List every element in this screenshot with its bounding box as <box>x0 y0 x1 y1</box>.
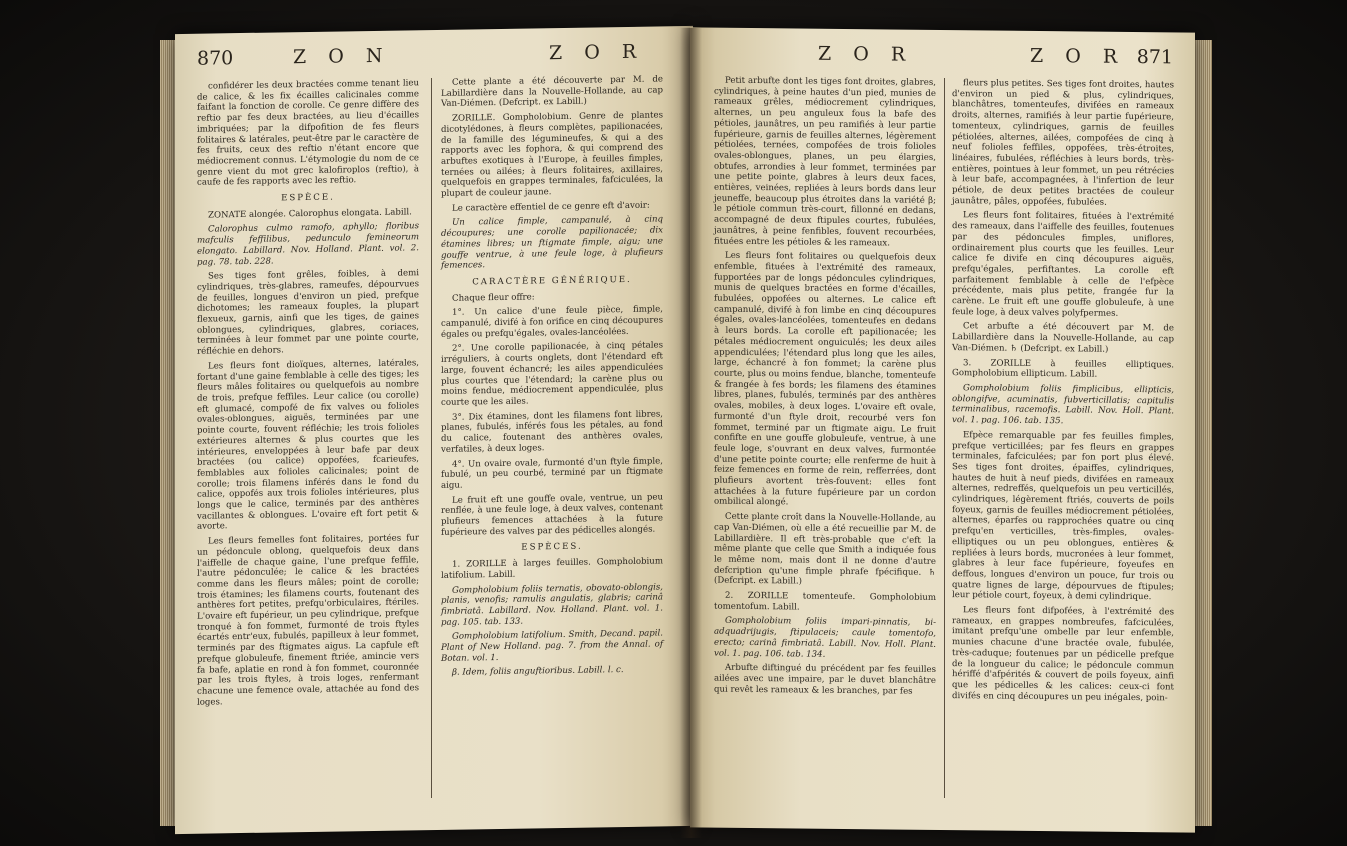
paragraph: Les fleurs font difpofées, à l'extrémité des rameaux, en grappes nombreufes, fafciculées, imitant prefqu'une ombelle par leur enfemble, munies chacune d'une bractée ovale, fubulée, très-caduque; foutenues par un pédicelle prefque de la longueur du calice; le pédoncule commun hériffé d'afpérités & couvert de poils foyeux, ainfi que les pédicelles & les calices: ceux-ci font divifés en cinq découpures un peu inégales, poin- <box>952 605 1174 704</box>
column-rule <box>431 78 432 798</box>
running-head-left: Z O N <box>293 44 391 69</box>
paragraph: Cette plante a été découverte par M. de Labillardière dans la Nouvelle-Hollande, au cap Van-Diémen. (Defcript. ex Labill.) <box>441 74 663 110</box>
paragraph: 4°. Un ovaire ovale, furmonté d'un ftyle fimple, fubulé, un peu courbé, terminé par un ftigmate aigu. <box>441 455 663 491</box>
book-gutter <box>680 28 702 838</box>
species-diagnosis: Calorophus culmo ramofo, aphyllo; floribus mafculis feffilibus, pedunculo femineorum elongato. Labillard. Nov. Holland. Plant. vol. 2. pag. 78. tab. 228. <box>197 221 419 268</box>
species-diagnosis: Gompholobium foliis ternatis, obovato-oblongis, planis, venofis; ramulis angulatis, glabris; carinâ fimbriatâ. Labillard. Nov. Holland. Plant. vol. 1. pag. 105. tab. 133. <box>441 581 663 628</box>
paragraph: Cette plante croît dans la Nouvelle-Hollande, au cap Van-Diémen, où elle a été recueillie par M. de Labillardière. Il eft très-probable que c'eft la même plante que celle que Smith a indiquée fous le même nom, mais dont il ne donne d'autre defcription qu'une fimple phrafe fpécifique. ♄ (Defcript. ex Labill.) <box>714 511 936 587</box>
genus-entry: ZORILLE. Gompholobium. Genre de plantes dicotylédones, à fleurs complètes, papilionacées, de la famille des légumineufes, & qui a des rapports avec les fophora, & qui comprend des arbuftes exotiques à l'Europe, à feuilles fimples, ternées ou ailées; à fleurs folitaires, axillaires, quelquefois en grappes terminales, fafciculées, la plupart de couleur jaune. <box>441 110 663 199</box>
left-page-column-1 <box>197 78 419 712</box>
species-heading: 2. ZORILLE tomenteufe. Gompholobium tomentofum. Labill. <box>714 590 936 613</box>
paragraph: 2°. Une corolle papilionacée, à cinq pétales irréguliers, à courts onglets, dont l'étendard eft large, fouvent échancré; les ailes appendiculées plus courtes que l'étendard; la carène plus ou moins fendue, médiocrement appendiculée, plus courte que les ailes. <box>441 340 663 408</box>
paragraph: Le fruit eft une gouffe ovale, ventrue, un peu renflée, à une feule loge, à deux valves, contenant plufieurs femences attachées à la future fupérieure des valves par des pédicelles alongés. <box>441 492 663 538</box>
left-page-column-2 <box>441 74 663 683</box>
paragraph: Les fleurs font folitaires, fituées à l'extrémité des rameaux, dans l'aiffelle des feuilles, foutenues par des pédoncules fimples, uniflores, ordinairement plus courts que les feuilles. Leur calice fe divife en cinq découpures aiguës, prefqu'égales, perfiftantes. La corolle eft parfaitement femblable à celle de l'efpèce précédente, mais plus petite, frangée fur la carène. Le fruit eft une gouffe globuleufe, à une feule loge, à deux valves polyfpermes. <box>952 210 1174 319</box>
section-heading: ESPÈCES. <box>521 542 583 554</box>
paragraph: Petit arbufte dont les tiges font droites, glabres, cylindriques, à peine hautes d'un pied, munies de rameaux grêles, médiocrement cylindriques, alternes, un peu anguleux fous la bafe des pétioles, jaunâtres, un peu ramifiés à leur partie fupérieure, garnis de feuilles alternes, légèrement pétiolées, ternées, compofées de trois folioles ovales-oblongues, planes, un peu élargies, obtufes, arrondies à leur fommet, terminées par une petite pointe, glabres à leurs deux faces, entières, veinées, repliées à leurs bords dans leur jeuneffe, beaucoup plus étroites dans la variété β; le pétiole commun très-court, fillonné en dedans, accompagné de deux ftipules courtes, fubulées, jaunâtres, à peine fenfibles, fouvent recourbées, fituées entre les pétioles & les rameaux. <box>714 75 936 248</box>
running-head-left: Z O R <box>818 42 914 66</box>
page-number: 870 <box>197 47 234 70</box>
paragraph: Chaque fleur offre: <box>452 292 535 304</box>
species-synonym: Gompholobium latifolium. Smith, Decand. papil. Plant of New Holland. pag. 7. from the Annal. of Botan. vol. 1. <box>441 628 663 664</box>
running-head-right: Z O R <box>1030 44 1126 68</box>
section-heading: CARACTÈRE GÉNÉRIQUE. <box>472 274 632 288</box>
species-heading: ZONATE alongée. Calorophus elongata. Labill. <box>208 207 412 221</box>
paragraph: 1°. Un calice d'une feule pièce, fimple, campanulé, divifé à fon orifice en cinq découpures égales ou prefqu'égales, ovales-lancéolées. <box>441 304 663 340</box>
right-page-header <box>712 42 1173 77</box>
species-variety: β. Idem, foliis anguftioribus. Labill. l. c. <box>452 665 624 679</box>
species-diagnosis: Gompholobium foliis impari-pinnatis, bi-adquadrijugis, ftipulaceis; caule tomentofo, erecto; carinâ fimbriatâ. Labill. Nov. Holl. Plant. vol. 1. pag. 106. tab. 134. <box>714 616 936 660</box>
essential-character: Un calice fimple, campanulé, à cinq découpures; une corolle papilionacée; dix étamines libres; un ftigmate fimple, aigu; une gouffe ventrue, à une feule loge, à plufieurs femences. <box>441 214 663 272</box>
paragraph: Le caractère effentiel de ce genre eft d'avoir: <box>452 200 650 214</box>
left-page <box>175 26 693 834</box>
paragraph: Efpèce remarquable par fes feuilles fimples, prefque verticillées; par fes fleurs en grappes terminales, fafciculées; par fon port plus élevé. Ses tiges font droites, épaiffes, cylindriques, hautes de huit à neuf pieds, divifées en rameaux alternes, redreffés, quelquefois un peu verticillés, cylindriques, légèrement ftriés, couverts de poils foyeux, garnis de feuilles médiocrement pétiolées, alternes, éparfes ou rapprochées quatre ou cinq prefqu'en verticilles, très-fimples, ovales-elliptiques ou un peu oblongues, entières & repliées à leurs bords, mucronées à leur fommet, glabres à leur face fupérieure, foyeufes en deffous, longues d'environ un pouce, fur trois ou quatre lignes de large, dépourvues de ftipules; leur pétiole court, foyeux, à demi cylindrique. <box>952 430 1174 603</box>
paragraph: Les fleurs font folitaires ou quelquefois deux enfemble, fituées à l'extrémité des rameaux, fupportées par de longs pédoncules cylindriques, munis de quelques bractées en forme d'écailles, fubulées, oppofées ou alternes. Le calice eft campanulé, divifé à fon limbe en cinq découpures égales, ovales-lancéolées, tomenteufes en dedans à leurs bords. La corolle eft papilionacée; les pétales médiocrement onguiculés; les deux ailes appendiculées; l'étendard plus long que les ailes, large, échancré à fon fommet; la carène plus courte, plus ou moins fendue, blanche, tomenteufe & frangée à fes bords; les filamens des étamines libres, planes, fubulés, terminés par des anthères ovales, mobiles, à deux loges. L'ovaire eft ovale, furmonté d'un ftyle droit, recourbé vers fon fommet, terminé par un ftigmate aigu. Le fruit confifte en une gouffe globuleufe, ventrue, à une feule loge, s'ouvrant en deux valves, furmontée d'une petite pointe courte; elle renferme de huit à feize femences en forme de rein, refferrées, dont plufieurs avortent très-fouvent: elles font attachées à la future fupérieure par un cordon ombilical alongé. <box>714 250 936 508</box>
paragraph: Cet arbufte a été découvert par M. de Labillardière dans la Nouvelle-Hollande, au cap Van-Diémen. ♄ (Defcript. ex Labill.) <box>952 321 1174 355</box>
right-page <box>690 27 1195 832</box>
paragraph: Les fleurs font dioïques, alternes, latérales, fortant d'une gaine femblable à celle des tiges; les fleurs mâles folitaires ou quelquefois au nombre de trois, prefque feffiles. Leur calice (ou corolle) eft glumacé, compofé de fix valves ou folioles ovales-oblongues, aiguës, terminées par une pointe courte, fouvent réfléchie; les trois folioles extérieures alternes & plus courtes que les intérieures, enveloppées à leur bafe par deux bractées (ou calice) oppofées, fcarieufes, femblables aux folioles calicinales; point de corolle; trois filamens inférés dans le fond du calice, oppofés aux trois folioles intérieures, plus longs que le calice, terminés par des anthères vacillantes & oblongues. L'ovaire eft fort petit & avorte. <box>197 358 419 533</box>
right-page-edges <box>1192 40 1212 826</box>
paragraph: Arbufte diftingué du précédent par fes feuilles ailées avec une impaire, par le duvet blanchâtre qui revêt les rameaux & les branches, par fes <box>714 662 936 697</box>
paragraph: Les fleurs femelles font folitaires, portées fur un pédoncule oblong, quelquefois deux dans l'aiffelle de chaque gaine, l'une prefque feffile, l'autre pédonculée; le calice & les bractées comme dans les fleurs mâles; point de corolle; trois étamines; les filamens courts, foutenant des anthères fort petites, prefqu'orbiculaires, ftériles. L'ovaire eft fupérieur, un peu cylindrique, prefque tronqué à fon fommet, furmonté de trois ftyles écartés entr'eux, fubulés, papilleux à leur fommet, terminés par des ftigmates aigus. La capfule eft prefque globuleufe, finement ftriée, amincie vers fa bafe, aplatie en rond à fon fommet, couronnée par les trois ftyles, à trois loges, renfermant chacune une femence ovale, attachée au fond des loges. <box>197 533 419 708</box>
right-page-column-1 <box>714 76 936 702</box>
column-rule <box>944 78 945 798</box>
running-head-right: Z O R <box>549 40 645 65</box>
page-number: 871 <box>1136 46 1173 69</box>
paragraph: confidérer les deux bractées comme tenant lieu de calice, & les fix écailles calicinales comme faifant la fonction de corolle. Ce genre diffère des reftio par fes deux bractées, au lieu d'écailles imbriquées; par la difpofition de fes fleurs folitaires & latérales, peut-être par le caractère de fes fruits, ceux des reftio n'étant encore que médiocrement connus. L'étymologie du nom de ce genre vient du mot grec kalofiroplos (reftio), à caufe de fes rapports avec les reftio. <box>197 78 419 189</box>
right-page-column-2 <box>952 78 1174 708</box>
paragraph: fleurs plus petites. Ses tiges font droites, hautes d'environ un pied & plus, cylindriques, blanchâtres, tomenteufes, divifées en rameaux droits, alternes, ramifiés à leur partie fupérieure, tomenteux, cylindriques, garnis de feuilles pétiolées, alternes, ailées, compofées de cinq à neuf folioles feffiles, oppofées, très-étroites, linéaires, fubulées, réfléchies à leurs bords, très-entières, pointues à leur fommet, un peu rétrécies à leur bafe, accompagnées, à l'infertion de leur pétiole, de deux petites bractées de couleur jaunâtre, pâles, oppofées, fubulées. <box>952 78 1174 208</box>
species-diagnosis: Gompholobium foliis fimplicibus, ellipticis, oblongifve, acuminatis, fubverticillatis; capitulis terminalibus, racemofis. Labill. Nov. Holl. Plant. vol. 1. pag. 106. tab. 135. <box>952 383 1174 427</box>
paragraph: Ses tiges font grêles, foibles, à demi cylindriques, très-glabres, rameufes, dépourvues de feuilles, longues d'environ un pied, prefque dichotomes; les rameaux fouples, la plupart flexueux, garnis, ainfi que les tiges, de gaines oblongues, cylindriques, glabres, coriaces, terminées à leur fommet par une pointe courte, réfléchie en dehors. <box>197 268 419 357</box>
paragraph: 3°. Dix étamines, dont les filamens font libres, planes, fubulés, inférés fous les pétales, au fond du calice, foutenant des anthères ovales, verfatiles, à deux loges. <box>441 409 663 455</box>
species-heading: 1. ZORILLE à larges feuilles. Gompholobium latifolium. Labill. <box>441 556 663 581</box>
left-page-header <box>197 40 671 77</box>
section-heading: ESPÈCE. <box>281 192 335 204</box>
species-heading: 3. ZORILLE à feuilles elliptiques. Gompholobium ellipticum. Labill. <box>952 357 1174 380</box>
